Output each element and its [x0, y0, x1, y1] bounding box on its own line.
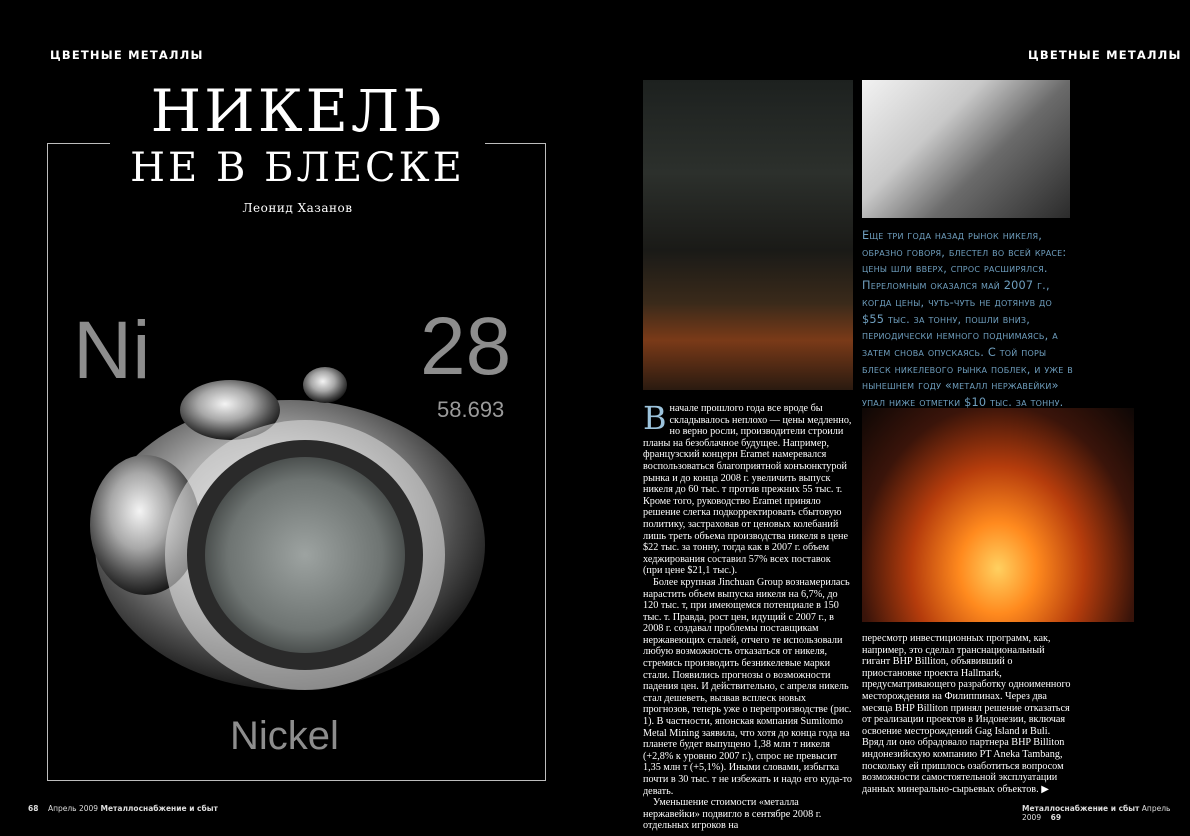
- footer-left: [28, 804, 218, 813]
- nickel-nugget-photo: [85, 355, 495, 710]
- section-label-left: ЦВЕТНЫЕ МЕТАЛЛЫ: [50, 48, 204, 62]
- element-symbol: Ni: [73, 305, 151, 396]
- body-column-1: [643, 399, 853, 832]
- footer-date-left: Апрель 2009: [47, 804, 99, 813]
- footer-magazine-right: Металлоснабжение и сбыт: [1022, 804, 1140, 813]
- element-atomic-mass: 58.693: [437, 397, 505, 422]
- page-number-left: 68: [28, 804, 39, 813]
- article-title-line1: НИКЕЛЬ: [150, 77, 445, 145]
- footer-magazine-left: Металлоснабжение и сбыт: [100, 804, 218, 813]
- footer-right: [1022, 804, 1190, 822]
- photo-furnace-hall: [643, 80, 853, 390]
- element-name: Nickel: [230, 714, 339, 758]
- section-label-right: ЦВЕТНЫЕ МЕТАЛЛЫ: [1028, 48, 1182, 62]
- body-paragraph-4: пересмотр инвестиционных программ, как, например, это сделал транснациональный гигант BHP Billiton, объявивший о приостановке проекта Hallmark, предусматривающего разработку одноименного месторождения на Филиппинах. Через два месяца BHP Billiton принял решение отказаться от реализации проектов в Индонезии, включая освоение месторождений Gag Island и Buli. Вряд ли оно обрадовало партнера BHP Billiton индонезийскую компанию PT Aneka Tambang, поскольку ей пришлось озаботиться вопросом возможности самостоятельной эксплуатации данных минерально-сырьевых объектов. ▶: [862, 633, 1071, 795]
- footer-date-right: Апрель 2009: [1022, 804, 1171, 822]
- article-author: Леонид Хазанов: [242, 201, 353, 215]
- body-paragraph-2: Более крупная Jinchuan Group вознамерилась нарастить объем выпуска никеля на 6,7%, до 120 тыс. т, при имеющемся потенциале в 150 тыс. т. Правда, рост цен, идущий с 2007 г., в 2008 г. создавал проблемы поставщикам нержавеющих сталей, отчего те использовали любую возможность отказаться от никеля, стремясь производить безникелевые марки стали. Появились прогнозы о возможности падения цен. И действительно, с апреля никель стал дешеветь, вызвав всплеск новых прогнозов, теперь уже о перепроизводстве (рис. 1). В частности, японская компания Sumitomo Metal Mining заявила, что хотя до конца года на планете будет выпущено 1,38 млн т никеля (+2,8% к уровню 2007 г.), спрос не превысит 1,35 млн т (+5,1%). Иными словами, избытка почти в 30 тыс. т не избежать и надо его куда-то девать.: [643, 576, 853, 797]
- article-title-line2: НЕ В БЛЕСКЕ: [130, 145, 465, 191]
- photo-crane-worker: [862, 80, 1070, 218]
- page-number-right: 69: [1050, 813, 1062, 822]
- body-paragraph-3: Уменьшение стоимости «металла нержавейки» подвигло в сентябре 2008 г. отдельных игроков на: [643, 797, 822, 832]
- photo-molten-metal: [862, 408, 1134, 622]
- body-column-2: [862, 633, 1074, 795]
- article-lead: Еще три года назад рынок никеля, образно говоря, блестел во всей красе: цены шли вверх, спрос расширялся. Переломным оказался май 2007 г., когда цены, чуть-чуть не дотянув до $55 тыс. за тонну, пошли вниз, периодически немного поднимаясь, а затем снова опускаясь. С той поры блеск никелевого рынка поблек, и уже в нынешнем году «металл нержавейки» упал ниже отметки $10 тыс. за тонну.: [862, 229, 1073, 410]
- element-atomic-number: 28: [420, 301, 512, 392]
- drop-cap: В: [643, 399, 667, 437]
- body-paragraph-1: начале прошлого года все вроде бы складывалось неплохо — цены медленно, но верно росли, производители строили планы на безоблачное будущее. Например, французский концерн Eramet намеревался воспользоваться благоприятной конъюнктурой рынка и до конца 2008 г. увеличить выпуск никеля до 60 тыс. т против прежних 55 тыс. т. Кроме того, руководство Eramet приняло решение слегка подкорректировать сбытовую политику, застраховав от ценовых колебаний лишь треть объема производства никеля в цене $22 тыс. за тонну, тогда как в 2007 г. объем хеджирования составил 57% всех поставок (при цене $21,1 тыс.).: [643, 403, 852, 577]
